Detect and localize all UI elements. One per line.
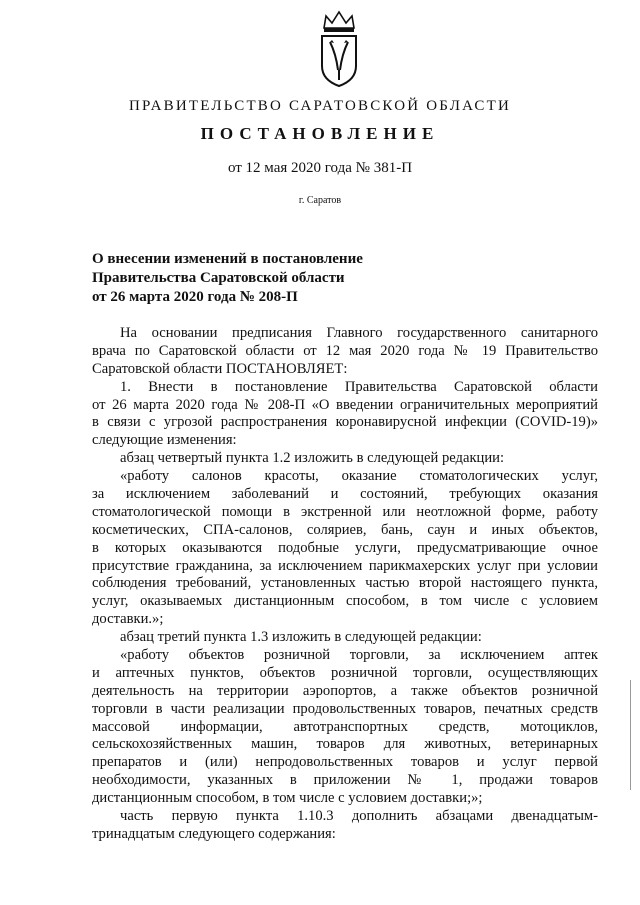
body-line: абзац третий пункта 1.3 изложить в следующей редакции: (120, 629, 482, 646)
body-line: в которых оказываются подобные услуги, предусматривающие очное (92, 539, 598, 556)
body-line: услуг, оказываемых дистанционным способом, в том числе с условием (92, 593, 598, 610)
subject-line: О внесении изменений в постановление (92, 251, 363, 267)
body-line: соблюдения требований, установленных частью второй настоящего пункта, (92, 575, 598, 592)
body-line: торговли в части реализации продовольственных товаров, печатных средств (92, 700, 598, 717)
document-body (92, 325, 598, 844)
body-line: Саратовской области ПОСТАНОВЛЯЕТ: (92, 360, 348, 377)
body-line: «работу объектов розничной торговли, за исключением аптек (120, 647, 598, 664)
document-city: г. Саратов (298, 195, 342, 206)
body-line: и аптечных пунктов, объектов розничной торговли, осуществляющих (92, 664, 598, 681)
body-line: абзац четвертый пункта 1.2 изложить в следующей редакции: (120, 450, 505, 467)
document-date-number: от 12 мая 2020 года № 381-П (227, 160, 413, 176)
body-line: за исключением заболеваний и состояний, требующих оказания (92, 486, 598, 503)
body-line: дистанционным способом, в том числе с условием доставки;»; (92, 790, 483, 807)
body-line: стоматологической помощи в экстренной или неотложной форме, работу (92, 503, 598, 520)
body-line: На основании предписания Главного государственного санитарного (120, 325, 598, 341)
body-line: деятельность на территории аэропортов, а также объектов розничной (92, 682, 598, 699)
coat-of-arms-emblem (316, 10, 362, 88)
body-line: от 26 марта 2020 года № 208-П «О введении ограничительных мероприятий (92, 396, 598, 413)
body-line: косметических, СПА-салонов, соляриев, бань, саун и иных объектов, (92, 521, 598, 538)
subject-line: от 26 марта 2020 года № 208-П (92, 289, 298, 305)
document-subject (92, 250, 552, 307)
body-line: следующие изменения: (92, 432, 237, 449)
body-line: врача по Саратовской области от 12 мая 2020 года № 19 Правительство (92, 342, 598, 359)
page-edge-mark (630, 680, 637, 790)
body-line: массовой информации, автотранспортных средств, мотоциклов, (92, 718, 598, 735)
body-line: доставки.»; (92, 611, 164, 628)
body-line: «работу салонов красоты, оказание стоматологических услуг, (120, 468, 598, 485)
body-line: часть первую пункта 1.10.3 дополнить абзацами двенадцатым- (120, 808, 598, 825)
body-line: препаратов и (или) непродовольственных товаров и услуг первой (92, 754, 598, 771)
body-line: сельскохозяйственных машин, товаров для животных, ветеринарных (92, 736, 598, 753)
body-line: в связи с угрозой распространения коронавирусной инфекции (COVID-19)» (92, 414, 598, 431)
government-name: ПРАВИТЕЛЬСТВО САРАТОВСКОЙ ОБЛАСТИ (128, 98, 512, 114)
document-type: ПОСТАНОВЛЕНИЕ (200, 124, 440, 143)
body-line: 1. Внести в постановление Правительства Саратовской области (120, 378, 598, 395)
body-line: необходимости, указанных в приложении № 1, продажи товаров (92, 772, 598, 789)
subject-line: Правительства Саратовской области (92, 270, 345, 286)
body-line: тринадцатым следующего содержания: (92, 825, 336, 842)
body-line: присутствие гражданина, за исключением парикмахерских услуг при условии (92, 557, 598, 574)
